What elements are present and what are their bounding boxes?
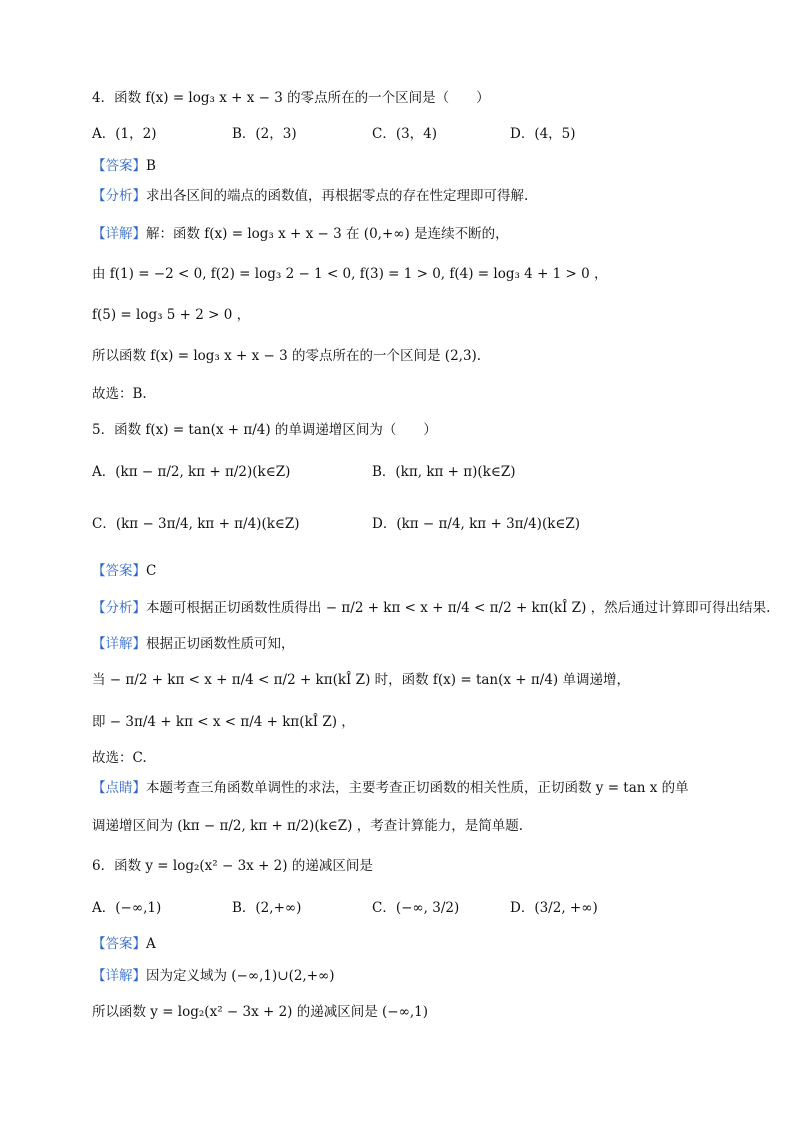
q4-analysis: 求出各区间的端点的函数值，再根据零点的存在性定理即可得解. bbox=[146, 188, 529, 204]
q5-answer: C bbox=[146, 563, 157, 579]
q4-detail-3: f(5) = log₃ 5 + 2 > 0 ， bbox=[92, 307, 251, 323]
q5-option-c: C．(kπ − 3π/4, kπ + π/4)(k∈Z) bbox=[92, 516, 300, 532]
q6-option-d: D．(3/2, +∞) bbox=[510, 900, 598, 916]
q5-detail-2: 当 − π/2 + kπ < x + π/4 < π/2 + kπ(kÎ Z) 时，函数 f(x) = tan(x + π/4) 单调递增， bbox=[92, 672, 630, 688]
q4-detail-1: 解：函数 f(x) = log₃ x + x − 3 在 (0,+∞) 是连续不断的， bbox=[146, 226, 509, 242]
answer-tag: 【答案】 bbox=[92, 563, 146, 579]
q5-choice: 故选：C. bbox=[92, 750, 147, 766]
q5-detail-line-1 bbox=[92, 634, 295, 654]
q5-option-b: B．(kπ, kπ + π)(k∈Z) bbox=[372, 464, 516, 480]
q6-option-c: C．(−∞, 3/2) bbox=[372, 900, 460, 916]
q5-comment-2: 调递增区间为 (kπ − π/2, kπ + π/2)(k∈Z) ，考查计算能力，是简单题. bbox=[92, 818, 523, 834]
analysis-tag: 【分析】 bbox=[92, 600, 146, 616]
q4-option-a: A．(1，2) bbox=[92, 126, 157, 142]
q5-comment-line-1 bbox=[92, 778, 689, 798]
q4-choice: 故选：B. bbox=[92, 386, 147, 402]
q5-answer-line bbox=[92, 561, 156, 581]
q5-comment-1: 本题考查三角函数单调性的求法，主要考查正切函数的相关性质，正切函数 y = tan x 的单 bbox=[146, 780, 689, 796]
q4-answer-line bbox=[92, 156, 156, 176]
q4-stem: 4．函数 f(x) = log₃ x + x − 3 的零点所在的一个区间是（ ） bbox=[92, 90, 490, 106]
q4-option-d: D．(4，5) bbox=[510, 126, 576, 142]
q4-analysis-line bbox=[92, 186, 528, 206]
q4-detail-4: 所以函数 f(x) = log₃ x + x − 3 的零点所在的一个区间是 (2,3). bbox=[92, 348, 482, 364]
detail-tag: 【详解】 bbox=[92, 636, 146, 652]
answer-tag: 【答案】 bbox=[92, 936, 146, 952]
detail-tag: 【详解】 bbox=[92, 226, 146, 242]
q6-detail-1: 因为定义域为 (−∞,1)∪(2,+∞) bbox=[146, 968, 335, 984]
q6-option-b: B．(2,+∞) bbox=[232, 900, 302, 916]
q6-answer-line bbox=[92, 934, 156, 954]
q6-option-a: A．(−∞,1) bbox=[92, 900, 162, 916]
answer-tag: 【答案】 bbox=[92, 158, 146, 174]
q5-option-d: D．(kπ − π/4, kπ + 3π/4)(k∈Z) bbox=[372, 516, 581, 532]
q4-answer: B bbox=[146, 158, 156, 174]
q4-detail-2: 由 f(1) = −2 < 0, f(2) = log₃ 2 − 1 < 0, f(3) = 1 > 0, f(4) = log₃ 4 + 1 > 0 ， bbox=[92, 266, 608, 282]
q6-stem: 6．函数 y = log₂(x² − 3x + 2) 的递减区间是 bbox=[92, 858, 373, 874]
q4-option-b: B．(2，3) bbox=[232, 126, 297, 142]
q6-detail-2: 所以函数 y = log₂(x² − 3x + 2) 的递减区间是 (−∞,1) bbox=[92, 1004, 429, 1020]
comment-tag: 【点睛】 bbox=[92, 780, 146, 796]
q6-answer: A bbox=[146, 936, 156, 952]
q4-option-c: C．(3，4) bbox=[372, 126, 438, 142]
q5-stem: 5．函数 f(x) = tan(x + π/4) 的单调递增区间为（ ） bbox=[92, 422, 437, 438]
q5-detail-1: 根据正切函数性质可知， bbox=[146, 636, 295, 652]
q5-analysis-line bbox=[92, 598, 770, 618]
detail-tag: 【详解】 bbox=[92, 968, 146, 984]
q4-detail-line-1 bbox=[92, 224, 509, 244]
analysis-tag: 【分析】 bbox=[92, 188, 146, 204]
q5-analysis: 本题可根据正切函数性质得出 − π/2 + kπ < x + π/4 < π/2 + kπ(kÎ Z) ，然后通过计算即可得出结果. bbox=[146, 600, 771, 616]
q5-detail-3: 即 − 3π/4 + kπ < x < π/4 + kπ(kÎ Z) ， bbox=[92, 714, 355, 730]
q5-option-a: A．(kπ − π/2, kπ + π/2)(k∈Z) bbox=[92, 464, 291, 480]
q6-detail-line-1 bbox=[92, 966, 335, 986]
